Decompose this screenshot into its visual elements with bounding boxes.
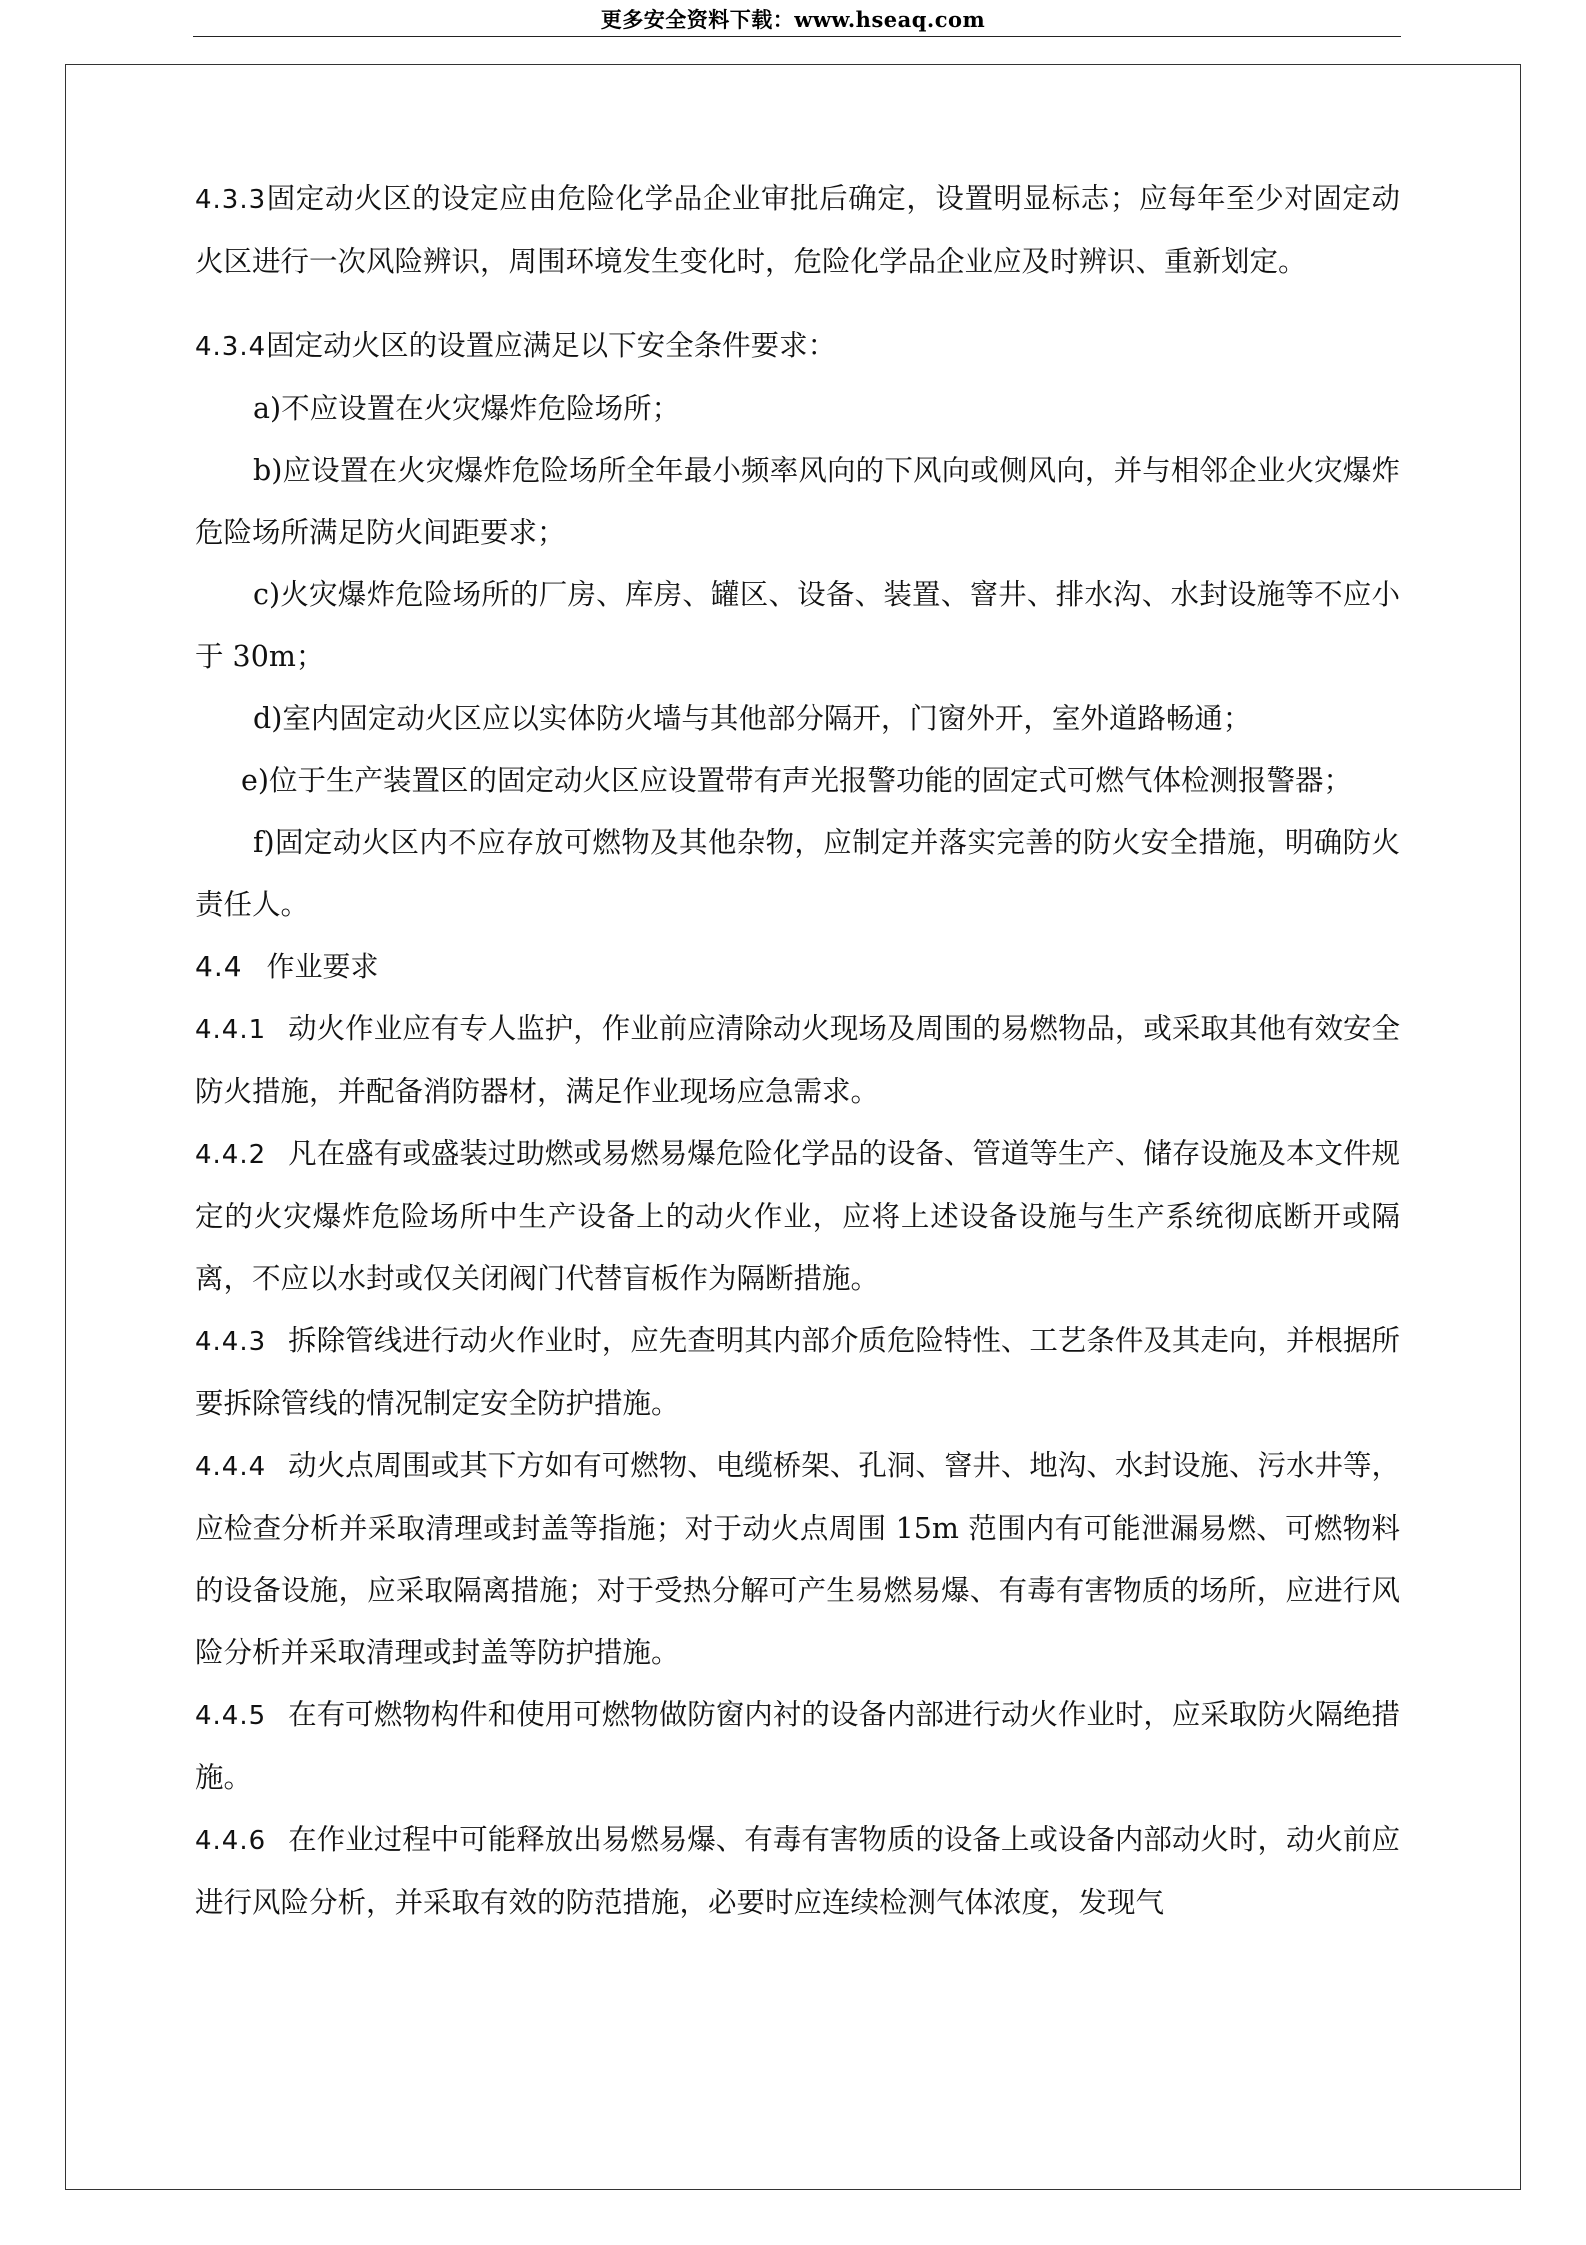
- clause-number: 4.3.3: [195, 185, 267, 215]
- clause-text: 动火作业应有专人监护，作业前应清除动火现场及周围的易燃物品，或采取其他有效安全防火措施，并配备消防器材，满足作业现场应急需求。: [195, 1012, 1400, 1108]
- clause-text: 拆除管线进行动火作业时，应先查明其内部介质危险特性、工艺条件及其走向，并根据所要拆除管线的情况制定安全防护措施。: [195, 1324, 1400, 1420]
- clause-text: 固定动火区的设置应满足以下安全条件要求：: [266, 329, 837, 362]
- clause-number: 4.4.3: [195, 1327, 267, 1357]
- clause-number: 4.4.5: [195, 1701, 267, 1731]
- section-title: 作业要求: [266, 950, 379, 983]
- clause-text: 在作业过程中可能释放出易燃易爆、有毒有害物质的设备上或设备内部动火时，动火前应进行风险分析，并采取有效的防范措施，必要时应连续检测气体浓度，发现气: [195, 1823, 1400, 1919]
- clause-text: 在有可燃物构件和使用可燃物做防窗内衬的设备内部进行动火作业时，应采取防火隔绝措施。: [195, 1698, 1400, 1794]
- clause-4-4-4: [195, 1435, 1400, 1684]
- list-item-e: e)位于生产装置区的固定动火区应设置带有声光报警功能的固定式可燃气体检测报警器；: [241, 764, 1352, 797]
- clause-text: 固定动火区的设定应由危险化学品企业审批后确定，设置明显标志；应每年至少对固定动火区进行一次风险辨识，周围环境发生变化时，危险化学品企业应及时辨识、重新划定。: [195, 182, 1400, 278]
- clause-number: 4.3.4: [195, 332, 267, 362]
- section-heading-4-4: [195, 936, 1400, 998]
- clause-number: 4.4.1: [195, 1015, 267, 1045]
- list-item-b: b)应设置在火灾爆炸危险场所全年最小频率风向的下风向或侧风向，并与相邻企业火灾爆炸危险场所满足防火间距要求；: [195, 454, 1400, 549]
- clause-4-4-5: [195, 1684, 1400, 1809]
- clause-text: 动火点周围或其下方如有可燃物、电缆桥架、孔洞、窨井、地沟、水封设施、污水井等，应检查分析并采取清理或封盖等指施；对于动火点周围 15m 范围内有可能泄漏易燃、可燃物料的设备设施，应采取隔离措施；对于受热分解可产生易燃易爆、有毒有害物质的场所，应进行风险分析并采取清理或封盖等防护措施。: [195, 1449, 1400, 1669]
- list-item-a: a)不应设置在火灾爆炸危险场所；: [253, 392, 681, 425]
- list-item-c: c)火灾爆炸危险场所的厂房、库房、罐区、设备、装置、窨井、排水沟、水封设施等不应小于 30m；: [195, 578, 1400, 673]
- clause-4-4-2: [195, 1123, 1400, 1310]
- clause-number: 4.4.4: [195, 1452, 267, 1482]
- clause-text: 凡在盛有或盛装过助燃或易燃易爆危险化学品的设备、管道等生产、储存设施及本文件规定的火灾爆炸危险场所中生产设备上的动火作业，应将上述设备设施与生产系统彻底断开或隔离，不应以水封或仅关闭阀门代替盲板作为隔断措施。: [195, 1137, 1400, 1295]
- clause-number: 4.4.6: [195, 1826, 267, 1856]
- list-item-f: f)固定动火区内不应存放可燃物及其他杂物，应制定并落实完善的防火安全措施，明确防火责任人。: [195, 826, 1400, 921]
- list-item-d: d)室内固定动火区应以实体防火墙与其他部分隔开，门窗外开，室外道路畅通；: [253, 702, 1252, 735]
- clause-4-4-6: [195, 1809, 1400, 1934]
- clause-4-4-1: [195, 998, 1400, 1123]
- clause-number: 4.4.2: [195, 1140, 267, 1170]
- clause-4-3-4: [195, 315, 1400, 378]
- clause-4-3-3: [195, 168, 1400, 293]
- page-header: [0, 0, 1586, 34]
- section-number: 4.4: [195, 950, 243, 983]
- document-body: [195, 168, 1400, 1934]
- header-download-link-text: 更多安全资料下载：www.hseaq.com: [600, 7, 986, 32]
- header-divider: [193, 36, 1401, 37]
- clause-4-4-3: [195, 1310, 1400, 1435]
